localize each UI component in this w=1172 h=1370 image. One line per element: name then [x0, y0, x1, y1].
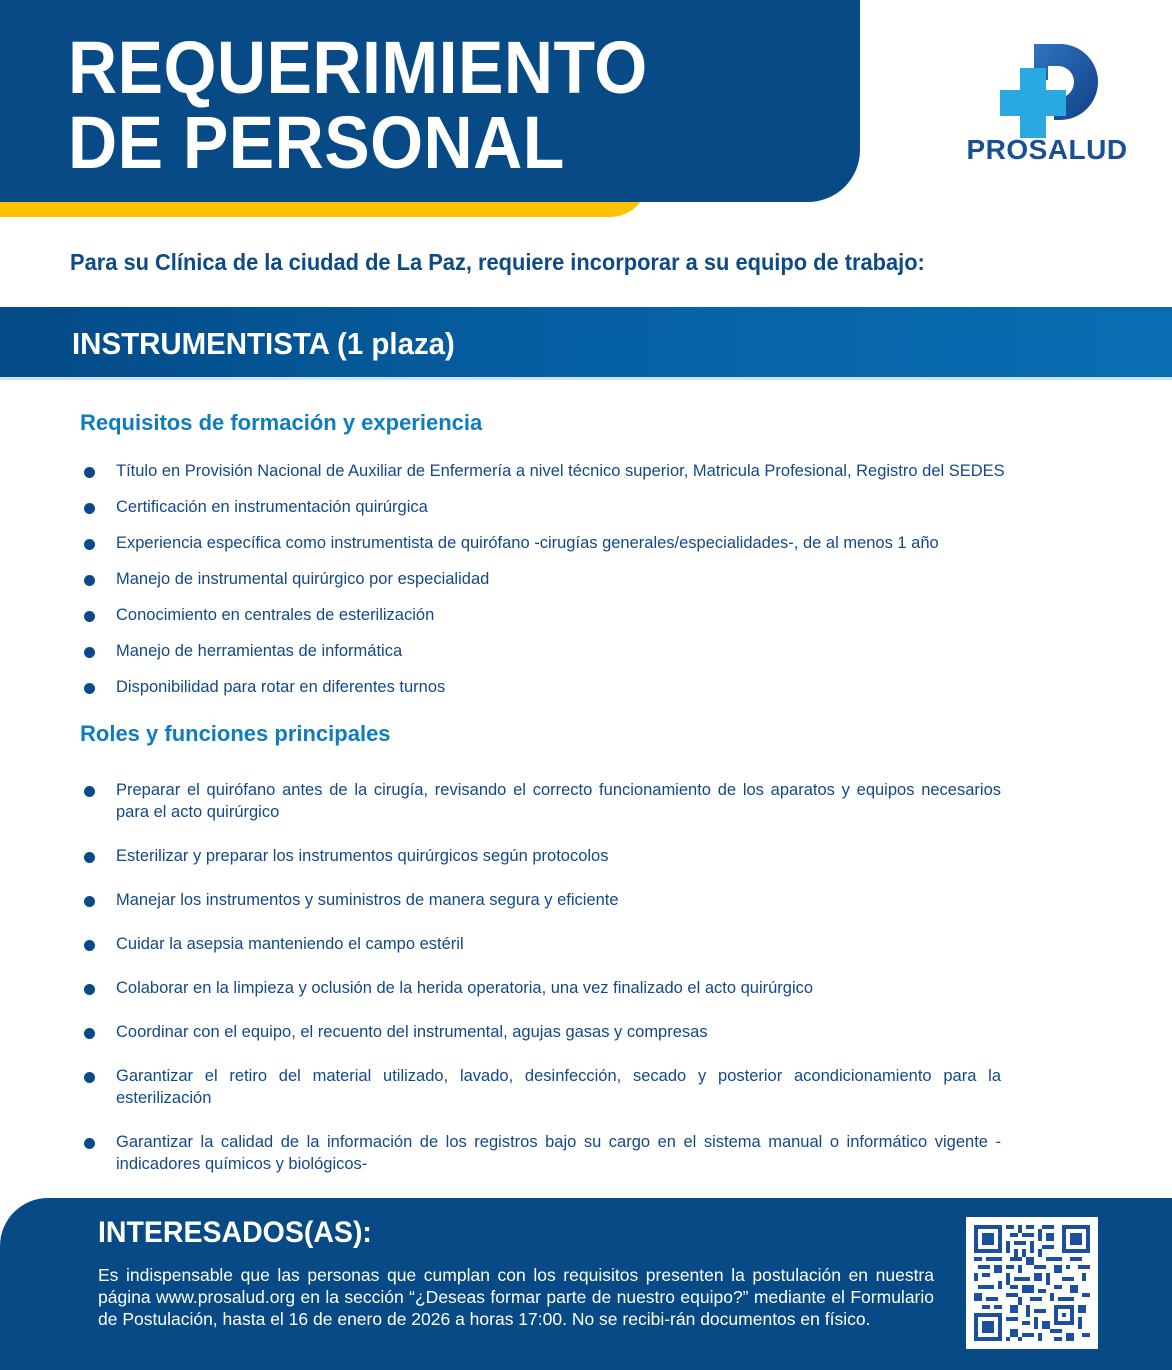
list-item: Disponibilidad para rotar en diferentes turnos — [80, 676, 1060, 712]
bullet-icon — [84, 984, 95, 995]
prosalud-plus-p-logo-icon — [1000, 40, 1104, 140]
qr-code-graphic — [974, 1225, 1090, 1341]
bullet-icon — [84, 647, 95, 658]
list-item: Colaborar en la limpieza y oclusión de la herida operatoria, una vez finalizado el acto quirúrgico — [80, 977, 1001, 999]
requirements-list — [80, 460, 1060, 712]
list-item: Coordinar con el equipo, el recuento del instrumental, agujas gasas y compresas — [80, 1021, 1001, 1043]
list-item: Título en Provisión Nacional de Auxiliar de Enfermería a nivel técnico superior, Matricula Profesional, Registro del SEDES — [80, 460, 1060, 496]
bullet-icon — [84, 575, 95, 586]
header-banner — [0, 0, 860, 202]
logo-name: PROSALUD — [966, 134, 1128, 165]
list-item: Conocimiento en centrales de esterilización — [80, 604, 1060, 640]
list-item: Manejo de herramientas de informática — [80, 640, 1060, 676]
list-item: Preparar el quirófano antes de la cirugía, revisando el correcto funcionamiento de los aparatos y equipos necesarios para el acto quirúrgico — [80, 779, 1001, 823]
bullet-icon — [84, 1138, 95, 1149]
bullet-icon — [84, 1072, 95, 1083]
bullet-icon — [84, 467, 95, 478]
list-item: Garantizar el retiro del material utilizado, lavado, desinfección, secado y posterior acondicionamiento para la esterilización — [80, 1065, 1001, 1109]
bullet-icon — [84, 786, 95, 797]
bullet-icon — [84, 503, 95, 514]
list-item: Manejo de instrumental quirúrgico por especialidad — [80, 568, 1060, 604]
intro-text: Para su Clínica de la ciudad de La Paz, requiere incorporar a su equipo de trabajo: — [70, 249, 925, 275]
footer-title: INTERESADOS(AS): — [98, 1216, 372, 1249]
bullet-icon — [84, 940, 95, 951]
title-line-1: REQUERIMIENTO — [68, 26, 648, 109]
bullet-icon — [84, 611, 95, 622]
roles-heading: Roles y funciones principales — [80, 721, 391, 746]
list-item: Garantizar la calidad de la información de los registros bajo su cargo en el sistema manual o informático vigente -indicadores químicos y biológicos- — [80, 1131, 1001, 1175]
prosalud-logo — [958, 34, 1138, 174]
list-item: Certificación en instrumentación quirúrgica — [80, 496, 1060, 532]
bullet-icon — [84, 539, 95, 550]
bullet-icon — [84, 1028, 95, 1039]
list-item: Manejar los instrumentos y suministros de manera segura y eficiente — [80, 889, 1001, 911]
footer-panel — [0, 1198, 1172, 1370]
title-line-2: DE PERSONAL — [68, 101, 565, 184]
qr-code-icon[interactable] — [966, 1217, 1098, 1349]
page-title — [68, 26, 648, 184]
list-item: Experiencia específica como instrumentista de quirófano -cirugías generales/especialidades-, de al menos 1 año — [80, 532, 1060, 568]
bullet-icon — [84, 852, 95, 863]
position-banner — [0, 307, 1172, 380]
list-item: Cuidar la asepsia manteniendo el campo estéril — [80, 933, 1001, 955]
bullet-icon — [84, 896, 95, 907]
list-item: Esterilizar y preparar los instrumentos quirúrgicos según protocolos — [80, 845, 1001, 867]
position-title: INSTRUMENTISTA (1 plaza) — [72, 326, 455, 361]
requirements-heading: Requisitos de formación y experiencia — [80, 410, 483, 435]
application-instructions: Es indispensable que las personas que cumplan con los requisitos presenten la postulación en nuestra página www.prosalud.org en la sección “¿Deseas formar parte de nuestro equipo?” mediante el Formulario de Postulación, hasta el 16 de enero de 2026 a horas 17:00. No se recibi-rán documentos en físico. — [98, 1265, 934, 1329]
bullet-icon — [84, 683, 95, 694]
